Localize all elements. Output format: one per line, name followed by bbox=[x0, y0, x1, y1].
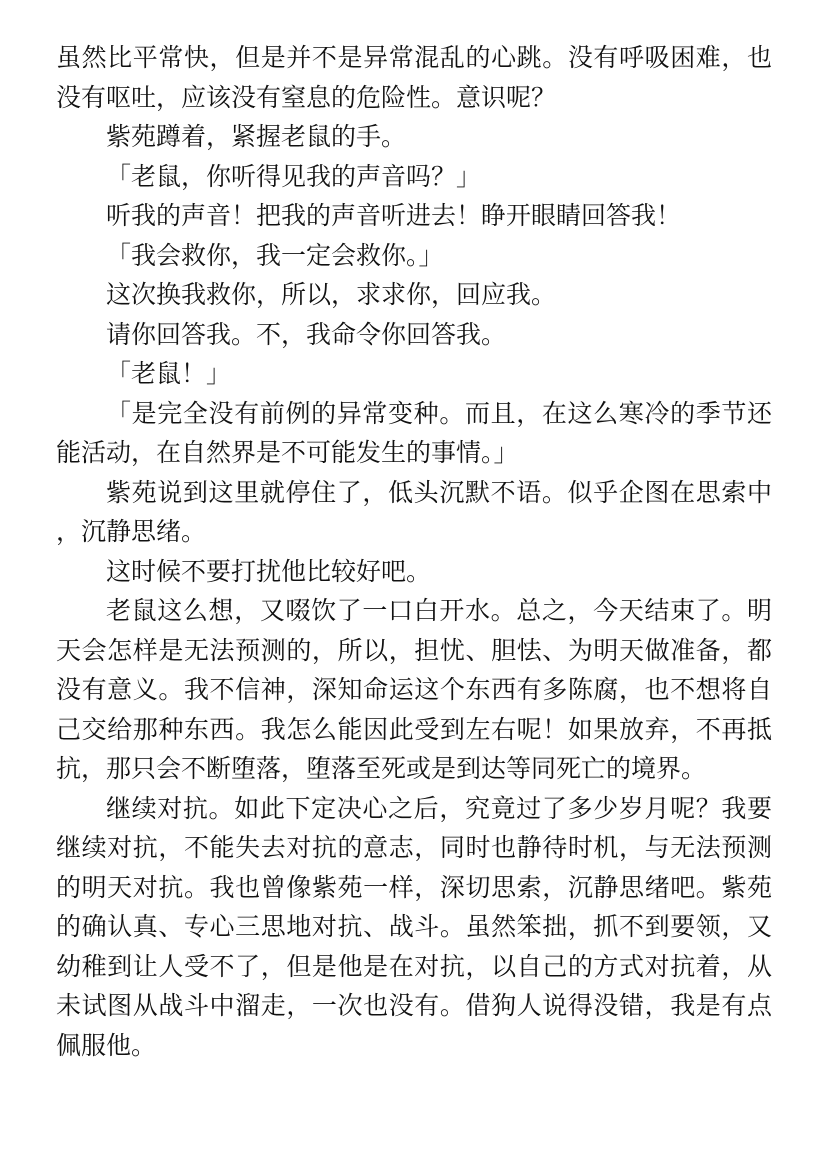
paragraph: 虽然比平常快，但是并不是异常混乱的心跳。没有呼吸困难，也没有呕吐，应该没有窒息的危险性。意识呢？ bbox=[56, 43, 772, 112]
paragraph: 紫苑说到这里就停住了，低头沉默不语。似乎企图在思索中，沉静思绪。 bbox=[56, 477, 772, 546]
paragraph: 「老鼠，你听得见我的声音吗？」 bbox=[106, 161, 482, 191]
body-text bbox=[56, 38, 772, 1065]
paragraph: 「是完全没有前例的异常变种。而且，在这么寒冷的季节还能活动，在自然界是不可能发生的事情。」 bbox=[56, 398, 772, 467]
paragraph: 老鼠这么想，又啜饮了一口白开水。总之，今天结束了。明天会怎样是无法预测的，所以，担忧、胆怯、为明天做准备，都没有意义。我不信神，深知命运这个东西有多陈腐，也不想将自己交给那种东西。我怎么能因此受到左右呢！如果放弃，不再抵抗，那只会不断堕落，堕落至死或是到达等同死亡的境界。 bbox=[56, 596, 772, 783]
paragraph: 「我会救你，我一定会救你。」 bbox=[106, 240, 444, 270]
paragraph: 紫苑蹲着，紧握老鼠的手。 bbox=[106, 122, 407, 151]
paragraph: 请你回答我。不，我命令你回答我。 bbox=[106, 319, 507, 349]
paragraph: 「老鼠！」 bbox=[106, 359, 232, 388]
paragraph: 这次换我救你，所以，求求你，回应我。 bbox=[106, 280, 557, 309]
paragraph: 听我的声音！把我的声音听进去！睁开眼睛回答我！ bbox=[106, 201, 682, 230]
paragraph: 继续对抗。如此下定决心之后，究竟过了多少岁月呢？我要继续对抗，不能失去对抗的意志，同时也静待时机，与无法预测的明天对抗。我也曾像紫苑一样，深切思索，沉静思绪吧。紫苑的确认真、专心三思地对抗、战斗。虽然笨拙，抓不到要领，又幼稚到让人受不了，但是他是在对抗，以自己的方式对抗着，从未试图从战斗中溜走，一次也没有。借狗人说得没错，我是有点佩服他。 bbox=[56, 793, 772, 1060]
paragraph: 这时候不要打扰他比较好吧。 bbox=[106, 556, 432, 586]
